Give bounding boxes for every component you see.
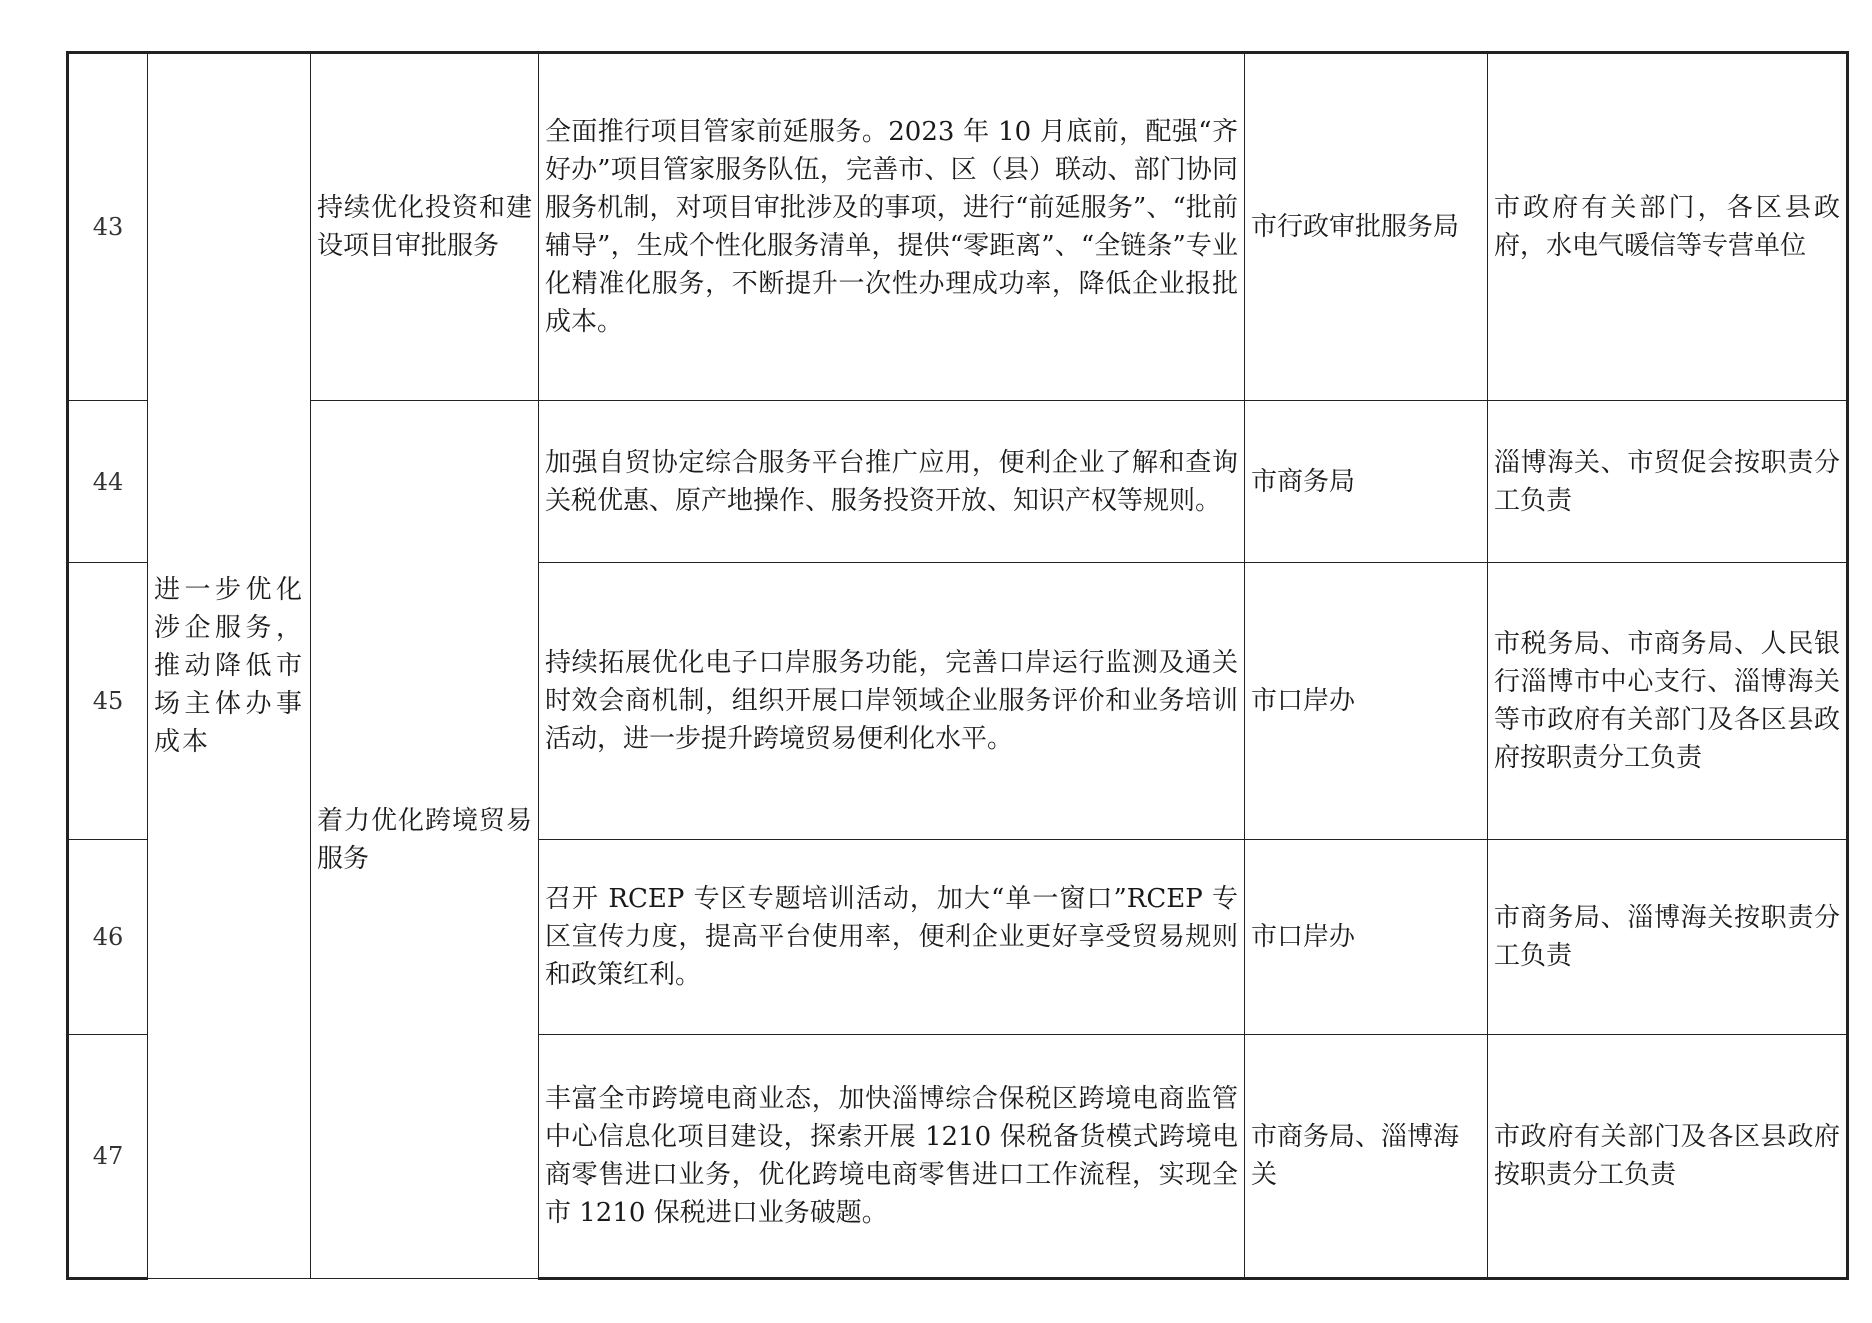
measure-cell: 全面推行项目管家前延服务。2023 年 10 月底前，配强“齐好办”项目管家服务队伍，完善市、区（县）联动、部门协同服务机制，对项目审批涉及的事项，进行“前延服务”、“批前辅导”，生成个性化服务清单，提供“零距离”、“全链条”专业化精准化服务，不断提升一次性办理成功率，降低企业报批成本。 [539,53,1245,401]
subcategory-cell: 持续优化投资和建设项目审批服务 [311,53,539,401]
row-number: 46 [68,840,148,1035]
support-unit-cell: 市商务局、淄博海关按职责分工负责 [1488,840,1848,1035]
category-cell: 进一步优化涉企服务，推动降低市场主体办事成本 [148,53,311,1279]
lead-unit-cell: 市口岸办 [1245,840,1488,1035]
row-number: 47 [68,1035,148,1279]
support-unit-cell: 市政府有关部门，各区县政府，水电气暖信等专营单位 [1488,53,1848,401]
lead-unit-cell: 市商务局、淄博海关 [1245,1035,1488,1279]
row-number: 45 [68,563,148,840]
measure-cell: 召开 RCEP 专区专题培训活动，加大“单一窗口”RCEP 专区宣传力度，提高平台使用率，便利企业更好享受贸易规则和政策红利。 [539,840,1245,1035]
measure-cell: 加强自贸协定综合服务平台推广应用，便利企业了解和查询关税优惠、原产地操作、服务投资开放、知识产权等规则。 [539,401,1245,563]
lead-unit-cell: 市行政审批服务局 [1245,53,1488,401]
measure-cell: 持续拓展优化电子口岸服务功能，完善口岸运行监测及通关时效会商机制，组织开展口岸领域企业服务评价和业务培训活动，进一步提升跨境贸易便利化水平。 [539,563,1245,840]
lead-unit-cell: 市口岸办 [1245,563,1488,840]
table-row [68,53,1848,401]
row-number: 44 [68,401,148,563]
subcategory-cell: 着力优化跨境贸易服务 [311,401,539,1279]
support-unit-cell: 市税务局、市商务局、人民银行淄博市中心支行、淄博海关等市政府有关部门及各区县政府按职责分工负责 [1488,563,1848,840]
support-unit-cell: 淄博海关、市贸促会按职责分工负责 [1488,401,1848,563]
task-table [66,51,1849,1280]
lead-unit-cell: 市商务局 [1245,401,1488,563]
support-unit-cell: 市政府有关部门及各区县政府按职责分工负责 [1488,1035,1848,1279]
row-number: 43 [68,53,148,401]
table-row [68,401,1848,563]
measure-cell: 丰富全市跨境电商业态，加快淄博综合保税区跨境电商监管中心信息化项目建设，探索开展 1210 保税备货模式跨境电商零售进口业务，优化跨境电商零售进口工作流程，实现全市 1210 保税进口业务破题。 [539,1035,1245,1279]
